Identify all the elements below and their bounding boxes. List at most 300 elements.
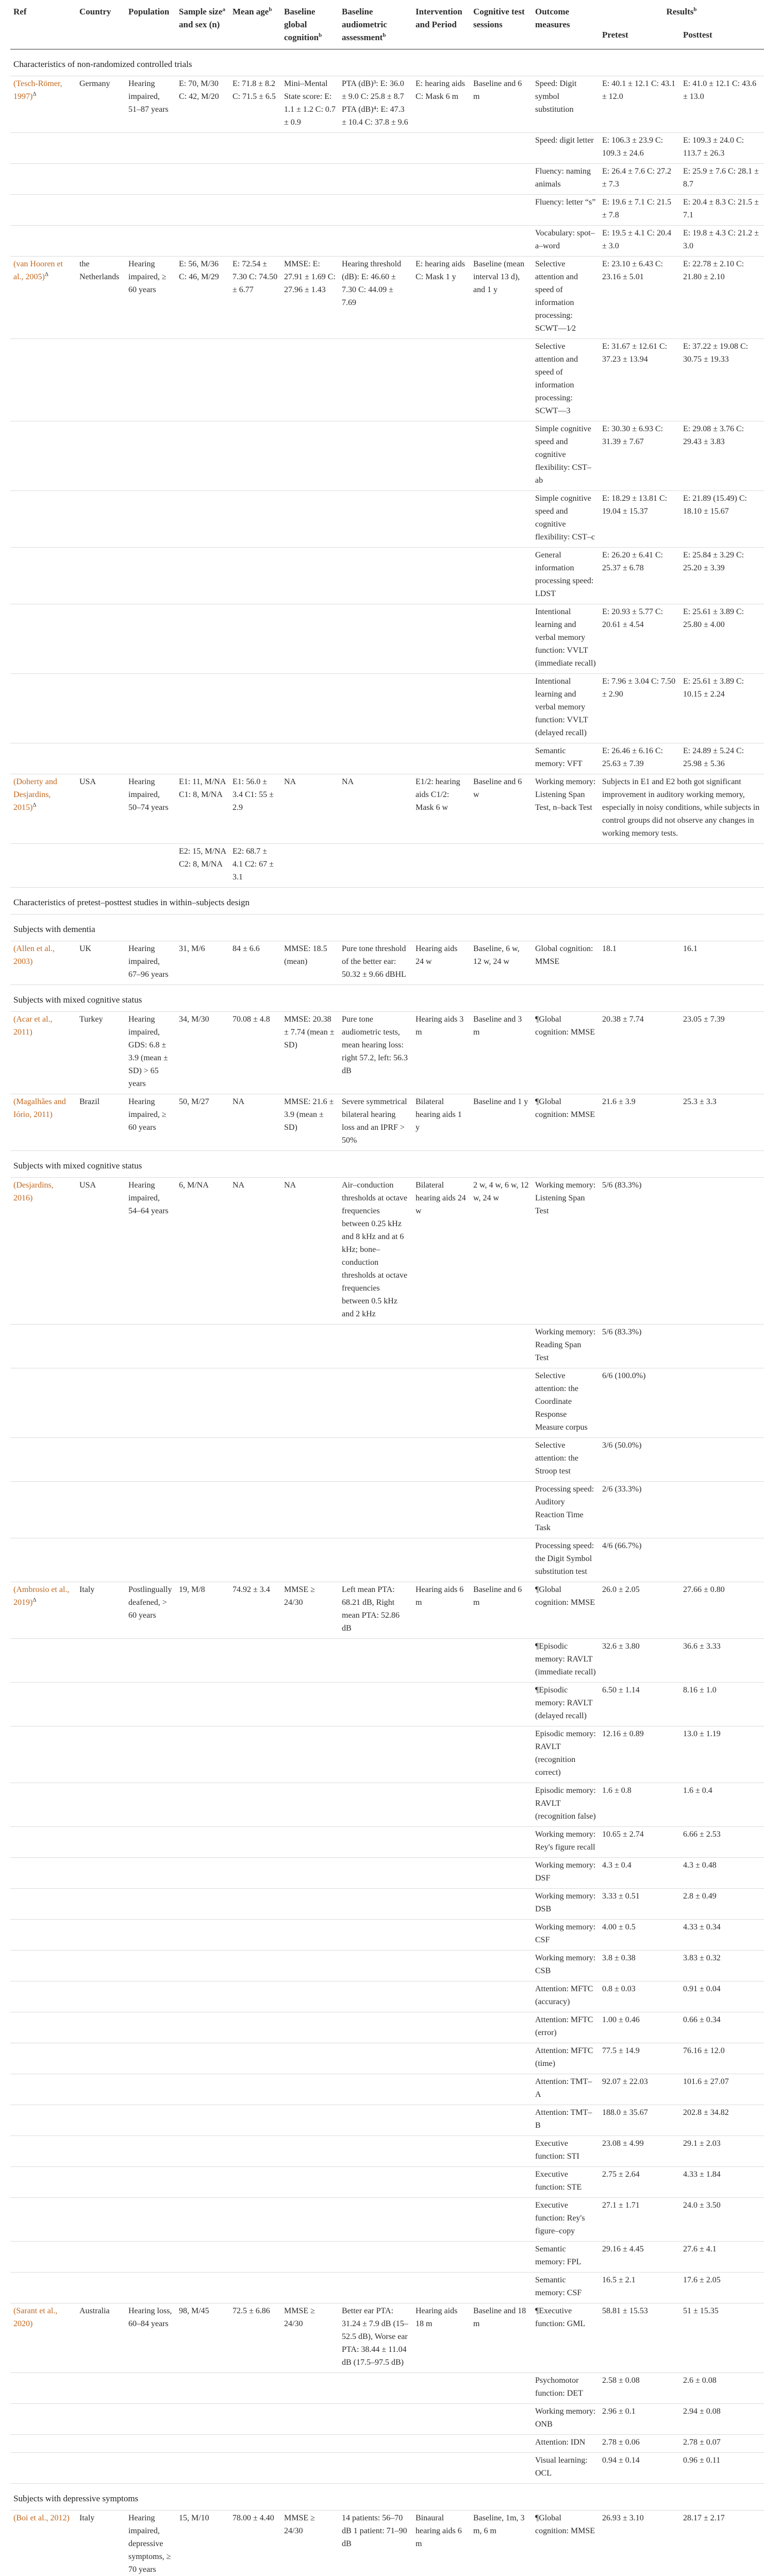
country-cell <box>76 1438 125 1482</box>
header-pretest: Pretest <box>599 25 680 49</box>
table-row <box>10 1094 764 1151</box>
posttest-cell: E: 25.84 ± 3.29 C: 25.20 ± 3.39 <box>680 548 764 604</box>
country-cell <box>76 2435 125 2453</box>
country-cell: the Netherlands <box>76 257 125 339</box>
table-row <box>10 1783 764 1827</box>
outcome-cell: Working memory: Reading Span Test <box>532 1325 599 1368</box>
intervention-cell <box>412 844 470 888</box>
test-sessions-cell: Baseline, 6 w, 12 w, 24 w <box>470 941 532 985</box>
table-row <box>10 1951 764 1981</box>
sample-size-cell: 98, M/45 <box>176 2303 229 2373</box>
citation-link[interactable]: (Doherty and Desjardins, 2015) <box>13 777 57 812</box>
mean-age-cell: E2: 68.7 ± 4.1 C2: 67 ± 3.1 <box>229 844 281 888</box>
audiometric-cell: Severe symmetrical bilateral hearing loss and an IPRF > 50% <box>339 1094 412 1151</box>
citation-link[interactable]: (Acar et al., 2011) <box>13 1015 53 1037</box>
country-cell <box>76 1981 125 2012</box>
pretest-cell: E: 19.5 ± 4.1 C: 20.4 ± 3.0 <box>599 226 680 257</box>
audiometric-cell <box>339 1639 412 1683</box>
ref-cell <box>10 2136 76 2167</box>
baseline-cognition-cell <box>281 133 339 164</box>
population-cell <box>125 491 176 548</box>
ref-cell <box>10 2198 76 2242</box>
audiometric-cell <box>339 2167 412 2198</box>
baseline-cognition-cell: NA <box>281 774 339 844</box>
population-cell <box>125 674 176 743</box>
table-row <box>10 1858 764 1889</box>
mean-age-cell <box>229 1981 281 2012</box>
test-sessions-cell <box>470 226 532 257</box>
intervention-cell <box>412 491 470 548</box>
intervention-cell <box>412 604 470 674</box>
test-sessions-cell <box>470 421 532 491</box>
audiometric-cell <box>339 2074 412 2105</box>
posttest-cell: 13.0 ± 1.19 <box>680 1726 764 1783</box>
table-row <box>10 133 764 164</box>
ref-cell <box>10 2242 76 2273</box>
pretest-cell: 21.6 ± 3.9 <box>599 1094 680 1151</box>
header-baseline-audiometric-label: Baseline audiometric assessment <box>342 7 387 42</box>
population-cell <box>125 1438 176 1482</box>
ref-cell <box>10 195 76 226</box>
intervention-cell <box>412 195 470 226</box>
section-title: Subjects with mixed cognitive status <box>10 985 764 1012</box>
sample-size-cell <box>176 1726 229 1783</box>
baseline-cognition-cell <box>281 1726 339 1783</box>
country-cell <box>76 1639 125 1683</box>
sample-size-cell: 19, M/8 <box>176 1582 229 1639</box>
mean-age-cell <box>229 2373 281 2404</box>
ref-cell <box>10 1889 76 1920</box>
baseline-cognition-cell: MMSE ≥ 24/30 <box>281 2511 339 2576</box>
audiometric-cell: NA <box>339 774 412 844</box>
pretest-cell: 3.8 ± 0.38 <box>599 1951 680 1981</box>
table-row <box>10 2453 764 2484</box>
outcome-cell: Attention: IDN <box>532 2435 599 2453</box>
citation-link[interactable]: (Boi et al., 2012) <box>13 2514 70 2522</box>
sample-size-cell <box>176 164 229 195</box>
results-combined-cell: 2/6 (33.3%) <box>599 1482 764 1538</box>
mean-age-cell <box>229 1368 281 1438</box>
population-cell <box>125 2074 176 2105</box>
pretest-cell: 2.78 ± 0.06 <box>599 2435 680 2453</box>
table-row <box>10 2242 764 2273</box>
ref-cell <box>10 1783 76 1827</box>
test-sessions-cell <box>470 2136 532 2167</box>
baseline-cognition-cell: MMSE: 20.38 ± 7.74 (mean ± SD) <box>281 1012 339 1094</box>
header-superscript: b <box>319 32 322 39</box>
sample-size-cell <box>176 2167 229 2198</box>
sample-size-cell <box>176 2373 229 2404</box>
baseline-cognition-cell <box>281 164 339 195</box>
sample-size-cell <box>176 2074 229 2105</box>
test-sessions-cell <box>470 1920 532 1951</box>
country-cell <box>76 1726 125 1783</box>
sample-size-cell <box>176 1858 229 1889</box>
mean-age-cell <box>229 2167 281 2198</box>
audiometric-cell <box>339 1325 412 1368</box>
posttest-cell: 23.05 ± 7.39 <box>680 1012 764 1094</box>
mean-age-cell <box>229 133 281 164</box>
citation-link[interactable]: (Tesch-Römer, 1997) <box>13 79 62 101</box>
audiometric-cell <box>339 743 412 774</box>
outcome-cell: Working memory: Rey's figure recall <box>532 1827 599 1858</box>
pretest-cell: 188.0 ± 35.67 <box>599 2105 680 2136</box>
population-cell: Hearing loss, 60–84 years <box>125 2303 176 2373</box>
mean-age-cell <box>229 1726 281 1783</box>
pretest-cell: 92.07 ± 22.03 <box>599 2074 680 2105</box>
outcome-cell: Working memory: Listening Span Test, n–back Test <box>532 774 599 844</box>
outcome-cell: Attention: MFTC (accuracy) <box>532 1981 599 2012</box>
country-cell <box>76 2242 125 2273</box>
ref-cell <box>10 339 76 421</box>
outcome-cell: Semantic memory: FPL <box>532 2242 599 2273</box>
pretest-cell: 12.16 ± 0.89 <box>599 1726 680 1783</box>
audiometric-cell <box>339 1726 412 1783</box>
test-sessions-cell <box>470 164 532 195</box>
population-cell <box>125 2198 176 2242</box>
sample-size-cell <box>176 1827 229 1858</box>
table-row <box>10 421 764 491</box>
country-cell <box>76 548 125 604</box>
header-superscript: b <box>269 6 272 13</box>
ref-cell <box>10 2404 76 2435</box>
test-sessions-cell: Baseline and 6 m <box>470 1582 532 1639</box>
pretest-cell: E: 19.6 ± 7.1 C: 21.5 ± 7.8 <box>599 195 680 226</box>
outcome-cell: Intentional learning and verbal memory function: VVLT (immediate recall) <box>532 604 599 674</box>
intervention-cell <box>412 2273 470 2303</box>
posttest-cell: 76.16 ± 12.0 <box>680 2043 764 2074</box>
country-cell <box>76 2043 125 2074</box>
mean-age-cell <box>229 2136 281 2167</box>
population-cell: Postlingually deafened, > 60 years <box>125 1582 176 1639</box>
posttest-cell: 24.0 ± 3.50 <box>680 2198 764 2242</box>
citation-marker: Δ <box>32 802 37 808</box>
outcome-cell: Vocabulary: spot–a–word <box>532 226 599 257</box>
population-cell <box>125 1325 176 1368</box>
population-cell <box>125 2273 176 2303</box>
baseline-cognition-cell <box>281 604 339 674</box>
outcome-cell: ¶Episodic memory: RAVLT (delayed recall) <box>532 1683 599 1726</box>
intervention-cell <box>412 2105 470 2136</box>
sample-size-cell: E: 56, M/36 C: 46, M/29 <box>176 257 229 339</box>
ref-cell <box>10 1178 76 1325</box>
outcome-cell: Psychomotor function: DET <box>532 2373 599 2404</box>
mean-age-cell: 84 ± 6.6 <box>229 941 281 985</box>
sample-size-cell: 31, M/6 <box>176 941 229 985</box>
ref-cell <box>10 604 76 674</box>
ref-cell <box>10 421 76 491</box>
ref-cell <box>10 548 76 604</box>
audiometric-cell <box>339 2105 412 2136</box>
pretest-cell: 2.75 ± 2.64 <box>599 2167 680 2198</box>
table-row <box>10 2074 764 2105</box>
table-row <box>10 1178 764 1325</box>
sample-size-cell <box>176 2404 229 2435</box>
outcome-cell: Selective attention and speed of information processing: SCWT—3 <box>532 339 599 421</box>
header-outcome-measures <box>532 2 599 49</box>
mean-age-cell <box>229 1639 281 1683</box>
intervention-cell <box>412 1639 470 1683</box>
pretest-cell: 18.1 <box>599 941 680 985</box>
intervention-cell <box>412 1981 470 2012</box>
outcome-cell <box>532 844 599 888</box>
outcome-cell: Working memory: CSB <box>532 1951 599 1981</box>
population-cell <box>125 1920 176 1951</box>
baseline-cognition-cell <box>281 1683 339 1726</box>
sample-size-cell <box>176 1920 229 1951</box>
pretest-cell: 4.00 ± 0.5 <box>599 1920 680 1951</box>
table-row <box>10 2105 764 2136</box>
outcome-cell: Attention: MFTC (error) <box>532 2012 599 2043</box>
audiometric-cell <box>339 2273 412 2303</box>
intervention-cell <box>412 1368 470 1438</box>
country-cell: Brazil <box>76 1094 125 1151</box>
population-cell <box>125 1726 176 1783</box>
pretest-cell: E: 26.20 ± 6.41 C: 25.37 ± 6.78 <box>599 548 680 604</box>
header-intervention-label: Intervention and Period <box>416 7 462 29</box>
pretest-cell: E: 40.1 ± 12.1 C: 43.1 ± 12.0 <box>599 76 680 133</box>
sample-size-cell <box>176 421 229 491</box>
sample-size-cell: 50, M/27 <box>176 1094 229 1151</box>
header-results <box>599 2 764 25</box>
sample-size-cell <box>176 133 229 164</box>
pretest-cell: E: 23.10 ± 6.43 C: 23.16 ± 5.01 <box>599 257 680 339</box>
sample-size-cell: 6, M/NA <box>176 1178 229 1325</box>
test-sessions-cell <box>470 2043 532 2074</box>
table-row <box>10 2167 764 2198</box>
posttest-cell: E: 29.08 ± 3.76 C: 29.43 ± 3.83 <box>680 421 764 491</box>
ref-cell <box>10 1858 76 1889</box>
mean-age-cell <box>229 2074 281 2105</box>
table-row <box>10 257 764 339</box>
ref-cell <box>10 1582 76 1639</box>
test-sessions-cell <box>470 1482 532 1538</box>
baseline-cognition-cell <box>281 1438 339 1482</box>
mean-age-cell <box>229 2435 281 2453</box>
intervention-cell <box>412 2012 470 2043</box>
country-cell <box>76 2074 125 2105</box>
header-mean-age-label: Mean age <box>232 7 269 16</box>
posttest-cell: 16.1 <box>680 941 764 985</box>
mean-age-cell <box>229 604 281 674</box>
baseline-cognition-cell <box>281 2198 339 2242</box>
outcome-cell: Visual learning: OCL <box>532 2453 599 2484</box>
pretest-cell: E: 26.46 ± 6.16 C: 25.63 ± 7.39 <box>599 743 680 774</box>
baseline-cognition-cell <box>281 339 339 421</box>
table-row <box>10 2404 764 2435</box>
pretest-cell: 1.6 ± 0.8 <box>599 1783 680 1827</box>
test-sessions-cell <box>470 844 532 888</box>
posttest-cell: 2.94 ± 0.08 <box>680 2404 764 2435</box>
country-cell <box>76 491 125 548</box>
outcome-cell: Working memory: DSB <box>532 1889 599 1920</box>
intervention-cell <box>412 1827 470 1858</box>
mean-age-cell <box>229 1438 281 1482</box>
mean-age-cell <box>229 674 281 743</box>
intervention-cell: E1/2: hearing aids C1/2: Mask 6 w <box>412 774 470 844</box>
table-row <box>10 1012 764 1094</box>
ref-cell <box>10 1538 76 1582</box>
sample-size-cell: 34, M/30 <box>176 1012 229 1094</box>
country-cell <box>76 1827 125 1858</box>
test-sessions-cell <box>470 2373 532 2404</box>
posttest-cell: 27.6 ± 4.1 <box>680 2242 764 2273</box>
table-row <box>10 1920 764 1951</box>
country-cell <box>76 133 125 164</box>
mean-age-cell <box>229 743 281 774</box>
population-cell <box>125 2105 176 2136</box>
header-sample-size <box>176 2 229 49</box>
country-cell <box>76 226 125 257</box>
citation-link[interactable]: (Magalhães and Iório, 2011) <box>13 1097 66 1119</box>
intervention-cell: Hearing aids 3 m <box>412 1012 470 1094</box>
country-cell <box>76 2273 125 2303</box>
test-sessions-cell <box>470 2273 532 2303</box>
outcome-cell: Executive function: Rey's figure–copy <box>532 2198 599 2242</box>
posttest-cell: E: 22.78 ± 2.10 C: 21.80 ± 2.10 <box>680 257 764 339</box>
baseline-cognition-cell <box>281 2242 339 2273</box>
test-sessions-cell: 2 w, 4 w, 6 w, 12 w, 24 w <box>470 1178 532 1325</box>
citation-link[interactable]: (Ambrosio et al., 2019) <box>13 1585 70 1607</box>
baseline-cognition-cell <box>281 1482 339 1538</box>
sample-size-cell <box>176 2105 229 2136</box>
header-baseline-audiometric <box>339 2 412 49</box>
sample-size-cell <box>176 1783 229 1827</box>
audiometric-cell <box>339 2136 412 2167</box>
intervention-cell <box>412 1538 470 1582</box>
table-row <box>10 2303 764 2373</box>
population-cell <box>125 2373 176 2404</box>
mean-age-cell <box>229 2404 281 2435</box>
header-row <box>10 2 764 25</box>
section-row <box>10 49 764 76</box>
audiometric-cell <box>339 2453 412 2484</box>
citation-marker: Δ <box>32 1597 37 1603</box>
mean-age-cell <box>229 2453 281 2484</box>
header-posttest: Posttest <box>680 25 764 49</box>
sample-size-cell <box>176 339 229 421</box>
outcome-cell: Selective attention and speed of information processing: SCWT—1⁄2 <box>532 257 599 339</box>
intervention-cell: Hearing aids 18 m <box>412 2303 470 2373</box>
country-cell <box>76 674 125 743</box>
posttest-cell: 2.78 ± 0.07 <box>680 2435 764 2453</box>
baseline-cognition-cell <box>281 548 339 604</box>
country-cell: Germany <box>76 76 125 133</box>
intervention-cell <box>412 1482 470 1538</box>
intervention-cell: Binaural hearing aids 6 m <box>412 2511 470 2576</box>
sample-size-cell <box>176 2198 229 2242</box>
population-cell <box>125 1981 176 2012</box>
citation-link[interactable]: (van Hooren et al., 2005) <box>13 260 63 281</box>
audiometric-cell <box>339 1482 412 1538</box>
audiometric-cell <box>339 1368 412 1438</box>
header-sample-size-tail: and sex (n) <box>179 20 220 29</box>
header-sample-size-label: Sample size <box>179 7 223 16</box>
test-sessions-cell: Baseline and 6 m <box>470 76 532 133</box>
test-sessions-cell <box>470 195 532 226</box>
posttest-cell: 202.8 ± 34.82 <box>680 2105 764 2136</box>
table-row <box>10 2198 764 2242</box>
population-cell: Hearing impaired, ≥ 60 years <box>125 1094 176 1151</box>
intervention-cell <box>412 2043 470 2074</box>
country-cell: USA <box>76 774 125 844</box>
baseline-cognition-cell <box>281 2453 339 2484</box>
country-cell <box>76 1889 125 1920</box>
mean-age-cell: NA <box>229 1178 281 1325</box>
test-sessions-cell <box>470 133 532 164</box>
sample-size-cell <box>176 604 229 674</box>
pretest-cell: 2.96 ± 0.1 <box>599 2404 680 2435</box>
baseline-cognition-cell <box>281 2012 339 2043</box>
audiometric-cell <box>339 2043 412 2074</box>
intervention-cell <box>412 164 470 195</box>
posttest-cell: E: 21.89 (15.49) C: 18.10 ± 15.67 <box>680 491 764 548</box>
sample-size-cell <box>176 1981 229 2012</box>
audiometric-cell <box>339 548 412 604</box>
outcome-cell: Executive function: STI <box>532 2136 599 2167</box>
table-row <box>10 1683 764 1726</box>
population-cell <box>125 2404 176 2435</box>
population-cell: Hearing impaired, 54–64 years <box>125 1178 176 1325</box>
baseline-cognition-cell: MMSE: E: 27.91 ± 1.69 C: 27.96 ± 1.43 <box>281 257 339 339</box>
intervention-cell: Hearing aids 24 w <box>412 941 470 985</box>
sample-size-cell <box>176 226 229 257</box>
population-cell <box>125 2435 176 2453</box>
intervention-cell: E: hearing aids C: Mask 6 m <box>412 76 470 133</box>
table-row <box>10 2012 764 2043</box>
outcome-cell: Speed: Digit symbol substitution <box>532 76 599 133</box>
sample-size-cell <box>176 548 229 604</box>
intervention-cell <box>412 1726 470 1783</box>
population-cell <box>125 133 176 164</box>
header-ref-label: Ref <box>13 7 27 16</box>
ref-cell <box>10 774 76 844</box>
baseline-cognition-cell: Mini–Mental State score: E: 1.1 ± 1.2 C: 0.7 ± 0.9 <box>281 76 339 133</box>
mean-age-cell <box>229 1683 281 1726</box>
baseline-cognition-cell: MMSE ≥ 24/30 <box>281 2303 339 2373</box>
intervention-cell <box>412 2167 470 2198</box>
table-row <box>10 844 764 888</box>
table-row <box>10 1827 764 1858</box>
table-row <box>10 491 764 548</box>
posttest-cell: 28.17 ± 2.17 <box>680 2511 764 2576</box>
baseline-cognition-cell <box>281 2043 339 2074</box>
audiometric-cell <box>339 1920 412 1951</box>
audiometric-cell <box>339 421 412 491</box>
ref-cell <box>10 1920 76 1951</box>
audiometric-cell <box>339 1783 412 1827</box>
intervention-cell <box>412 1858 470 1889</box>
ref-cell <box>10 2074 76 2105</box>
outcome-cell: Selective attention: the Stroop test <box>532 1438 599 1482</box>
outcome-cell: ¶Executive function: GML <box>532 2303 599 2373</box>
pretest-cell: 4.3 ± 0.4 <box>599 1858 680 1889</box>
test-sessions-cell <box>470 2105 532 2136</box>
section-row <box>10 1151 764 1178</box>
mean-age-cell: 78.00 ± 4.40 <box>229 2511 281 2576</box>
ref-cell <box>10 76 76 133</box>
citation-link[interactable]: (Desjardins, 2016) <box>13 1181 54 1202</box>
header-test-sessions-label: Cognitive test sessions <box>473 7 525 29</box>
section-row <box>10 914 764 941</box>
posttest-cell: 0.66 ± 0.34 <box>680 2012 764 2043</box>
citation-link[interactable]: (Sarant et al., 2020) <box>13 2307 58 2328</box>
intervention-cell: E: hearing aids C: Mask 1 y <box>412 257 470 339</box>
outcome-cell: Semantic memory: CSF <box>532 2273 599 2303</box>
mean-age-cell: E: 72.54 ± 7.30 C: 74.50 ± 6.77 <box>229 257 281 339</box>
citation-link[interactable]: (Allen et al., 2003) <box>13 944 55 966</box>
mean-age-cell: 72.5 ± 6.86 <box>229 2303 281 2373</box>
